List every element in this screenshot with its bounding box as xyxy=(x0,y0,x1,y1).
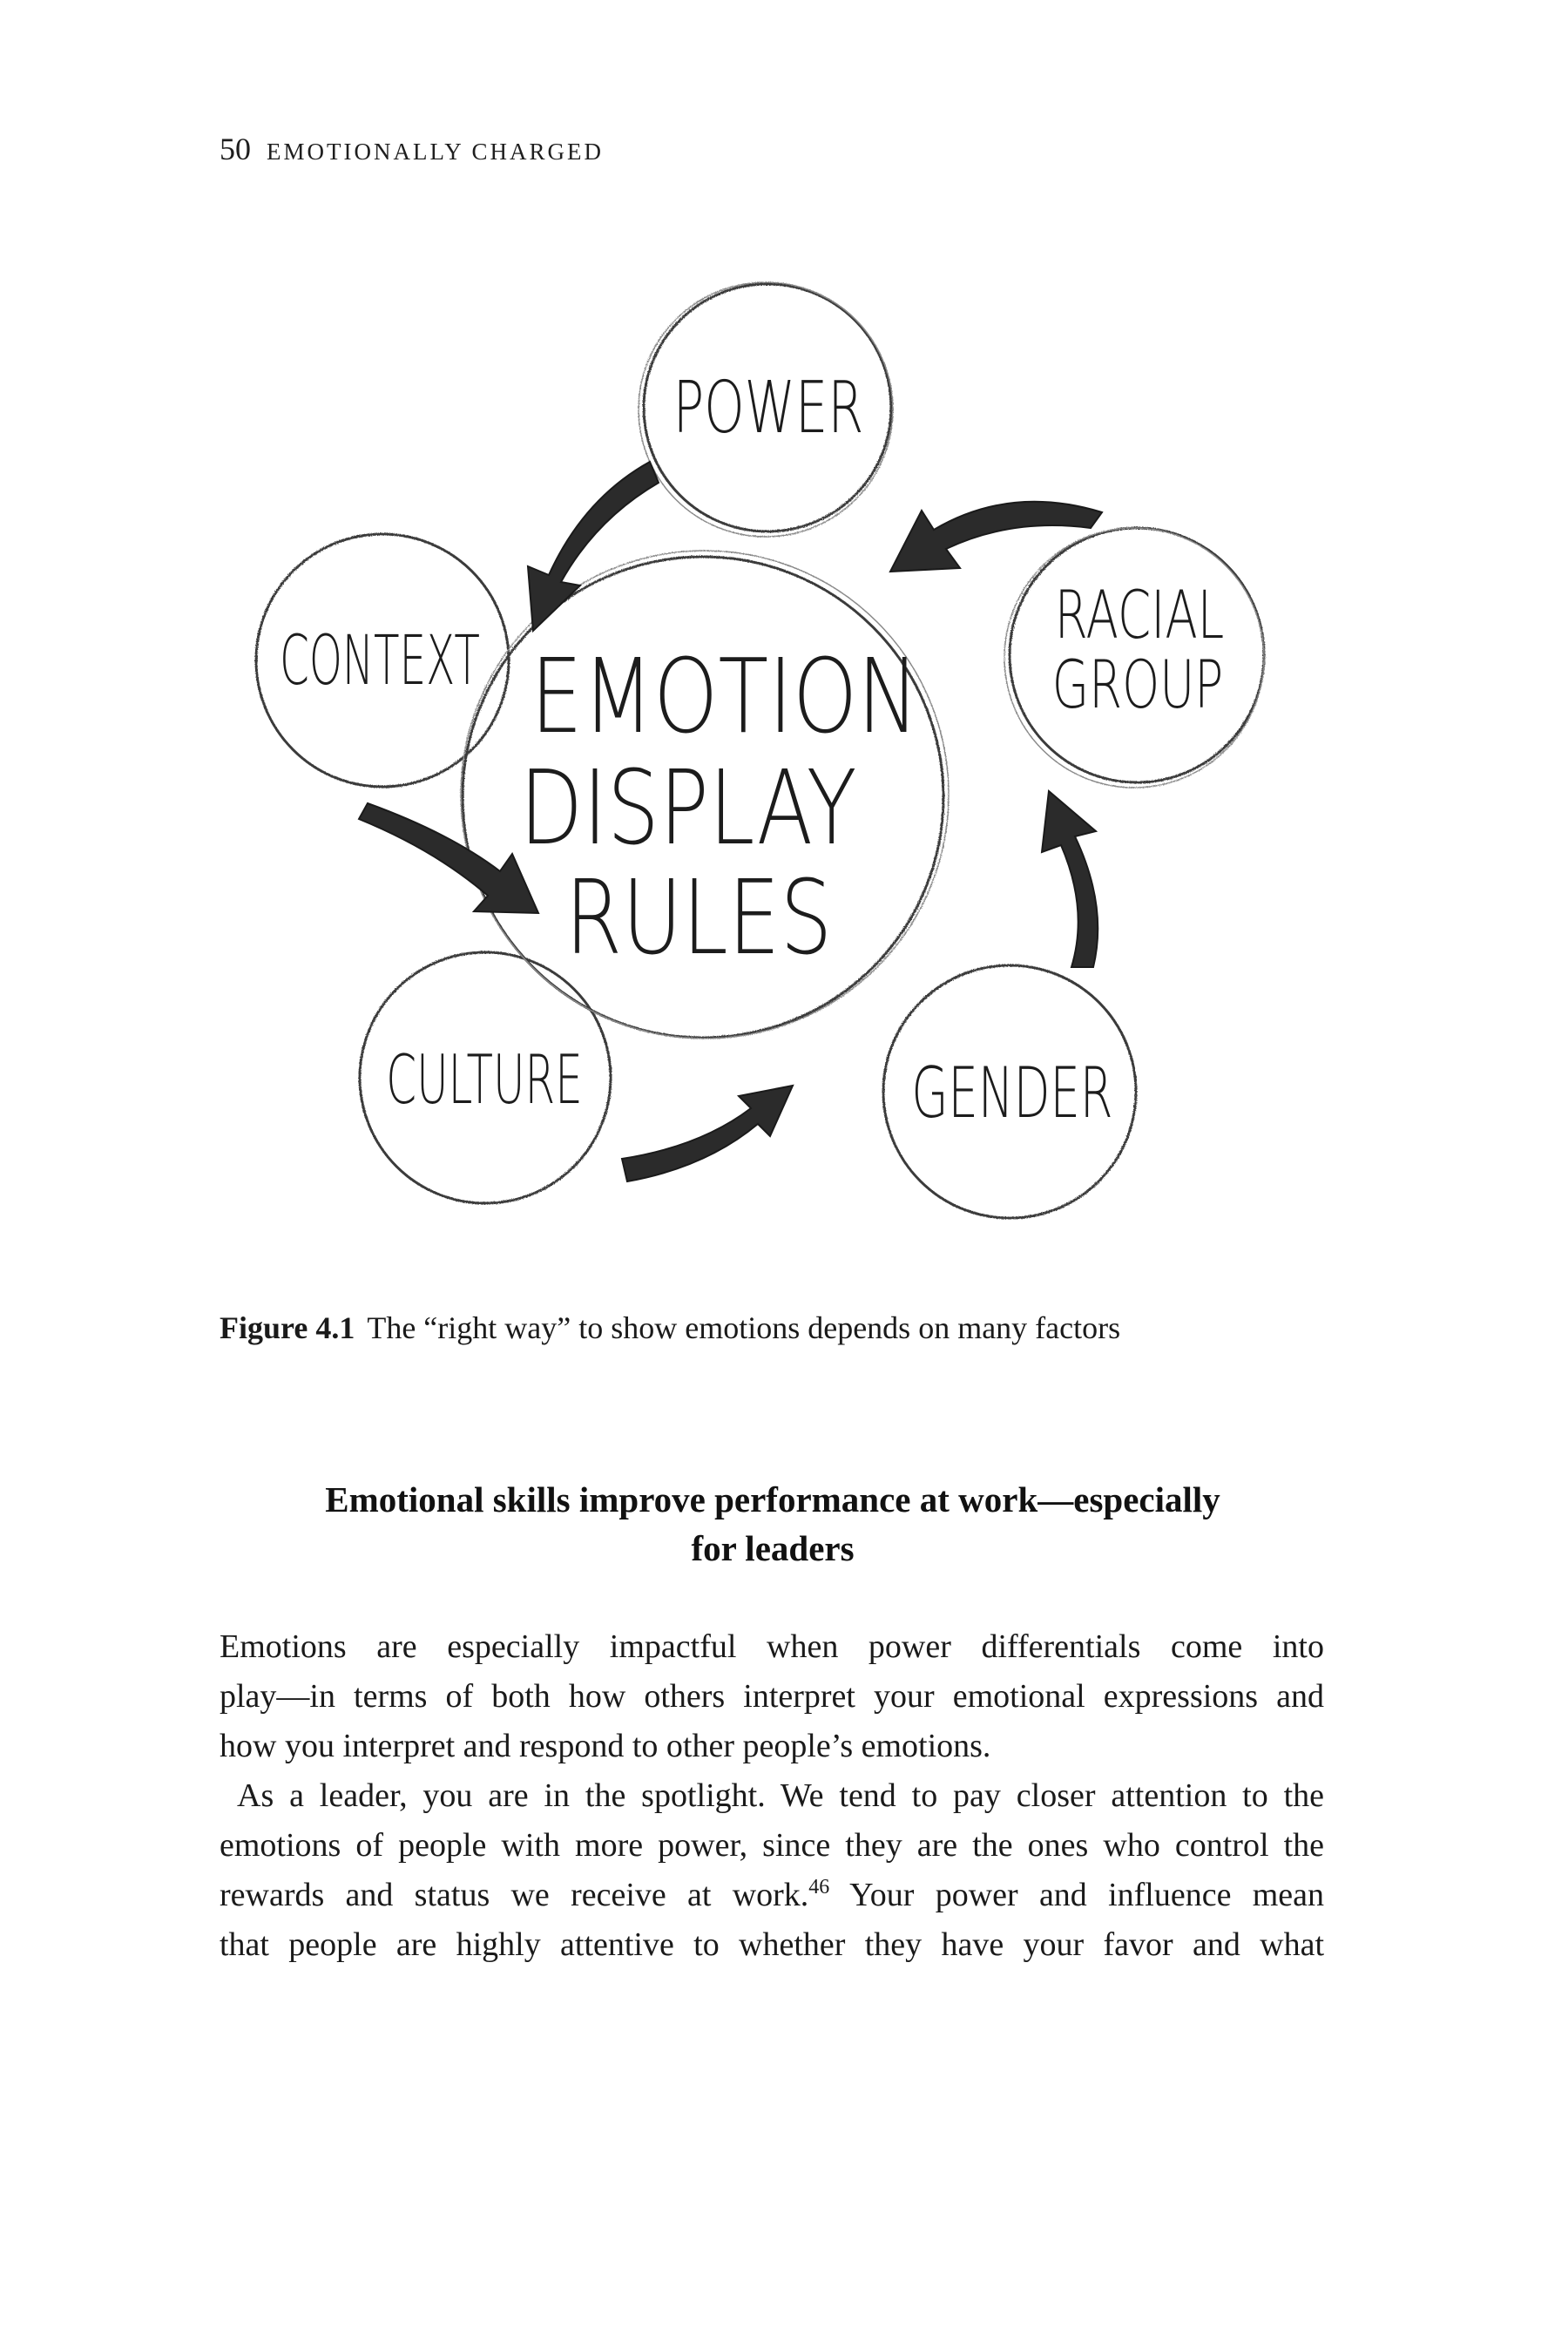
section-heading xyxy=(220,1475,1326,1573)
body-text xyxy=(220,1622,1324,1970)
gender-label: GENDER xyxy=(911,1053,1113,1134)
book-title: EMOTIONALLY CHARGED xyxy=(267,139,605,165)
context-label: CONTEXT xyxy=(280,622,480,701)
paragraph-1-line: how you interpret and respond to other people’s emotions. xyxy=(220,1728,991,1764)
paragraph-2-text: Your power and influence mean xyxy=(829,1877,1324,1913)
section-heading-line1: Emotional skills improve performance at work—especially xyxy=(325,1479,1220,1519)
paragraph-2-line: As a leader, you are in the spotlight. We tend to pay closer attention to the xyxy=(237,1777,1324,1814)
figure-label: Figure 4.1 xyxy=(220,1310,355,1345)
running-head xyxy=(220,131,604,167)
racial-group-label-line1: RACIAL xyxy=(1054,576,1225,654)
paragraph-2-line: emotions of people with more power, since they are the ones who control the xyxy=(220,1827,1324,1864)
arrow-context-to-center xyxy=(359,803,538,913)
culture-label: CULTURE xyxy=(386,1040,583,1120)
section-heading-line2: for leaders xyxy=(691,1528,855,1568)
paragraph-1-line: play—in terms of both how others interpret your emotional expressions and xyxy=(220,1678,1324,1715)
emotion-display-rules-diagram xyxy=(235,261,1333,1289)
footnote-reference[interactable]: 46 xyxy=(808,1876,830,1898)
center-label-emotion: EMOTION xyxy=(531,637,919,757)
paragraph-2-line: that people are highly attentive to whether they have your favor and what xyxy=(220,1926,1324,1963)
racial-group-label-line2: GROUP xyxy=(1051,646,1224,724)
figure-caption xyxy=(220,1310,1120,1346)
center-label-rules: RULES xyxy=(564,858,833,978)
paragraph-2-text: rewards and status we receive at work. xyxy=(220,1877,809,1913)
figure-caption-text: The “right way” to show emotions depends on many factors xyxy=(367,1310,1121,1345)
paragraph-1-line: Emotions are especially impactful when power differentials come into xyxy=(220,1628,1324,1665)
paragraph-2-line-with-footnote xyxy=(220,1871,1324,1920)
arrow-power-to-context xyxy=(528,462,659,631)
figure-4-1 xyxy=(235,261,1333,1289)
arrow-culture-to-gender xyxy=(622,1086,793,1181)
power-label: POWER xyxy=(672,366,864,450)
center-label-display: DISPLAY xyxy=(519,748,857,869)
page-number: 50 xyxy=(220,132,251,166)
arrow-racial-to-power xyxy=(890,502,1102,572)
arrow-gender-to-racial xyxy=(1042,791,1098,967)
